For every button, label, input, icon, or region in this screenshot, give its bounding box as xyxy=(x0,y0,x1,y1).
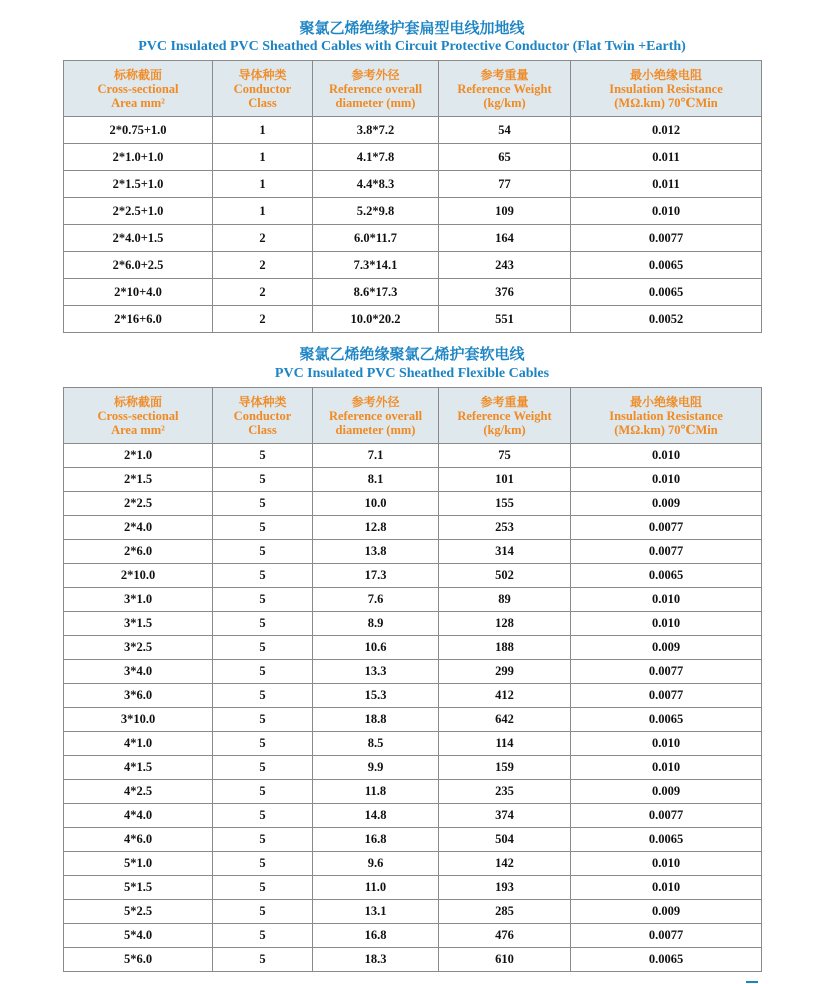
cell-weight: 193 xyxy=(439,876,571,900)
table-row xyxy=(64,612,762,636)
cell-area: 2*10.0 xyxy=(64,564,213,588)
cell-weight: 412 xyxy=(439,684,571,708)
cell-weight: 285 xyxy=(439,900,571,924)
cell-area: 4*1.0 xyxy=(64,732,213,756)
cell-area: 5*1.0 xyxy=(64,852,213,876)
cell-area: 3*1.5 xyxy=(64,612,213,636)
table-row xyxy=(64,588,762,612)
header-en: (MΩ.km) 70℃Min xyxy=(614,95,718,110)
table-row xyxy=(64,900,762,924)
table-row xyxy=(64,225,762,252)
cell-diameter: 9.9 xyxy=(313,756,439,780)
table-row xyxy=(64,492,762,516)
header-cn: 参考重量 xyxy=(480,67,529,82)
cell-weight: 642 xyxy=(439,708,571,732)
table-row xyxy=(64,780,762,804)
cell-insulation-resistance: 0.011 xyxy=(571,144,762,171)
header-conductor-class xyxy=(213,61,313,117)
cell-weight: 109 xyxy=(439,198,571,225)
header-insulation-resistance xyxy=(571,61,762,117)
header-weight xyxy=(439,61,571,117)
cell-diameter: 13.8 xyxy=(313,540,439,564)
cell-diameter: 16.8 xyxy=(313,924,439,948)
header-en: Class xyxy=(248,95,277,110)
table-row xyxy=(64,171,762,198)
table-row xyxy=(64,660,762,684)
cell-insulation-resistance: 0.009 xyxy=(571,780,762,804)
header-en: diameter (mm) xyxy=(335,422,416,437)
cell-insulation-resistance: 0.0077 xyxy=(571,684,762,708)
cell-weight: 476 xyxy=(439,924,571,948)
cell-insulation-resistance: 0.010 xyxy=(571,876,762,900)
table-row xyxy=(64,732,762,756)
cell-weight: 77 xyxy=(439,171,571,198)
cell-area: 2*2.5 xyxy=(64,492,213,516)
cell-diameter: 6.0*11.7 xyxy=(313,225,439,252)
section1-title-en: PVC Insulated PVC Sheathed Cables with Circuit Protective Conductor (Flat Twin +Earth) xyxy=(138,39,686,54)
cell-weight: 504 xyxy=(439,828,571,852)
table-body xyxy=(64,117,762,333)
cell-conductor-class: 1 xyxy=(213,144,313,171)
section1-title-cn: 聚氯乙烯绝缘护套扁型电线加地线 xyxy=(299,19,525,37)
cell-weight: 159 xyxy=(439,756,571,780)
cell-diameter: 16.8 xyxy=(313,828,439,852)
cell-area: 2*1.5+1.0 xyxy=(64,171,213,198)
cell-weight: 376 xyxy=(439,279,571,306)
cell-area: 2*1.0 xyxy=(64,444,213,468)
cell-insulation-resistance: 0.0065 xyxy=(571,708,762,732)
cell-weight: 164 xyxy=(439,225,571,252)
cell-area: 2*4.0 xyxy=(64,516,213,540)
table-row xyxy=(64,198,762,225)
cell-weight: 114 xyxy=(439,732,571,756)
cell-conductor-class: 5 xyxy=(213,660,313,684)
cell-area: 2*6.0 xyxy=(64,540,213,564)
cell-conductor-class: 5 xyxy=(213,876,313,900)
cell-weight: 502 xyxy=(439,564,571,588)
cell-area: 5*4.0 xyxy=(64,924,213,948)
cell-area: 2*0.75+1.0 xyxy=(64,117,213,144)
cell-weight: 235 xyxy=(439,780,571,804)
header-cn: 参考重量 xyxy=(480,394,529,409)
cell-diameter: 4.1*7.8 xyxy=(313,144,439,171)
cell-diameter: 8.5 xyxy=(313,732,439,756)
header-en: Reference Weight xyxy=(457,81,552,96)
cell-insulation-resistance: 0.010 xyxy=(571,732,762,756)
table-row xyxy=(64,828,762,852)
cell-insulation-resistance: 0.010 xyxy=(571,444,762,468)
cell-conductor-class: 5 xyxy=(213,684,313,708)
cell-area: 2*16+6.0 xyxy=(64,306,213,333)
cell-conductor-class: 2 xyxy=(213,252,313,279)
header-en: diameter (mm) xyxy=(335,95,416,110)
cell-area: 3*2.5 xyxy=(64,636,213,660)
cell-diameter: 18.3 xyxy=(313,948,439,972)
cell-insulation-resistance: 0.0065 xyxy=(571,564,762,588)
cell-insulation-resistance: 0.0052 xyxy=(571,306,762,333)
cell-weight: 54 xyxy=(439,117,571,144)
cell-insulation-resistance: 0.011 xyxy=(571,171,762,198)
table-row xyxy=(64,144,762,171)
header-en: Cross-sectional xyxy=(97,81,179,96)
table-row xyxy=(64,279,762,306)
header-cn: 参考外径 xyxy=(351,67,400,82)
cell-diameter: 13.1 xyxy=(313,900,439,924)
table-row xyxy=(64,564,762,588)
cell-insulation-resistance: 0.0077 xyxy=(571,660,762,684)
table-row xyxy=(64,636,762,660)
cell-insulation-resistance: 0.010 xyxy=(571,756,762,780)
header-en: Reference overall xyxy=(328,81,423,96)
table-row xyxy=(64,444,762,468)
cell-insulation-resistance: 0.0065 xyxy=(571,948,762,972)
cell-conductor-class: 5 xyxy=(213,708,313,732)
cell-conductor-class: 5 xyxy=(213,756,313,780)
header-en: Reference Weight xyxy=(457,408,552,423)
cell-conductor-class: 5 xyxy=(213,636,313,660)
cell-conductor-class: 5 xyxy=(213,852,313,876)
header-en: Insulation Resistance xyxy=(609,408,723,423)
cell-weight: 243 xyxy=(439,252,571,279)
table-row xyxy=(64,804,762,828)
cell-diameter: 17.3 xyxy=(313,564,439,588)
header-cn: 最小绝缘电阻 xyxy=(629,67,702,82)
cell-conductor-class: 5 xyxy=(213,540,313,564)
cell-weight: 610 xyxy=(439,948,571,972)
cell-area: 5*1.5 xyxy=(64,876,213,900)
header-weight xyxy=(439,388,571,444)
cell-area: 2*1.0+1.0 xyxy=(64,144,213,171)
cell-conductor-class: 5 xyxy=(213,588,313,612)
table-row xyxy=(64,852,762,876)
cell-weight: 65 xyxy=(439,144,571,171)
cell-conductor-class: 5 xyxy=(213,780,313,804)
cell-weight: 253 xyxy=(439,516,571,540)
cell-area: 5*2.5 xyxy=(64,900,213,924)
header-cn: 最小绝缘电阻 xyxy=(629,394,702,409)
table-row xyxy=(64,117,762,144)
cell-diameter: 7.1 xyxy=(313,444,439,468)
cell-insulation-resistance: 0.0077 xyxy=(571,924,762,948)
header-cn: 导体种类 xyxy=(238,67,287,82)
cell-area: 5*6.0 xyxy=(64,948,213,972)
cell-conductor-class: 5 xyxy=(213,444,313,468)
table-header-row xyxy=(64,388,762,444)
cell-insulation-resistance: 0.0065 xyxy=(571,252,762,279)
header-en: Insulation Resistance xyxy=(609,81,723,96)
cell-weight: 142 xyxy=(439,852,571,876)
cell-conductor-class: 5 xyxy=(213,492,313,516)
cell-area: 4*1.5 xyxy=(64,756,213,780)
cell-insulation-resistance: 0.010 xyxy=(571,612,762,636)
cell-conductor-class: 5 xyxy=(213,516,313,540)
table-row xyxy=(64,708,762,732)
table-row xyxy=(64,468,762,492)
cell-area: 2*2.5+1.0 xyxy=(64,198,213,225)
cell-weight: 299 xyxy=(439,660,571,684)
header-area xyxy=(64,388,213,444)
header-en: Cross-sectional xyxy=(97,408,179,423)
table-row xyxy=(64,516,762,540)
cell-area: 3*10.0 xyxy=(64,708,213,732)
header-conductor-class xyxy=(213,388,313,444)
cell-area: 2*4.0+1.5 xyxy=(64,225,213,252)
cell-area: 3*6.0 xyxy=(64,684,213,708)
cell-diameter: 11.0 xyxy=(313,876,439,900)
cell-insulation-resistance: 0.009 xyxy=(571,900,762,924)
cell-diameter: 18.8 xyxy=(313,708,439,732)
cell-conductor-class: 5 xyxy=(213,612,313,636)
cell-conductor-class: 5 xyxy=(213,564,313,588)
cell-area: 2*10+4.0 xyxy=(64,279,213,306)
header-insulation-resistance xyxy=(571,388,762,444)
table-row xyxy=(64,924,762,948)
cell-diameter: 7.3*14.1 xyxy=(313,252,439,279)
header-cn: 标称截面 xyxy=(113,394,162,409)
table-row xyxy=(64,756,762,780)
cell-diameter: 4.4*8.3 xyxy=(313,171,439,198)
cell-diameter: 8.6*17.3 xyxy=(313,279,439,306)
table-row xyxy=(64,948,762,972)
header-area xyxy=(64,61,213,117)
header-en: Conductor xyxy=(233,81,292,96)
section2-title-cn: 聚氯乙烯绝缘聚氯乙烯护套软电线 xyxy=(299,345,525,363)
header-cn: 标称截面 xyxy=(113,67,162,82)
cell-conductor-class: 1 xyxy=(213,171,313,198)
cell-diameter: 7.6 xyxy=(313,588,439,612)
cell-weight: 155 xyxy=(439,492,571,516)
cell-weight: 128 xyxy=(439,612,571,636)
table-body xyxy=(64,444,762,972)
header-en: (kg/km) xyxy=(483,95,526,110)
table-header-row xyxy=(64,61,762,117)
cell-conductor-class: 5 xyxy=(213,732,313,756)
cell-weight: 75 xyxy=(439,444,571,468)
cell-conductor-class: 5 xyxy=(213,924,313,948)
cell-weight: 101 xyxy=(439,468,571,492)
cell-diameter: 14.8 xyxy=(313,804,439,828)
cell-insulation-resistance: 0.010 xyxy=(571,588,762,612)
cell-weight: 89 xyxy=(439,588,571,612)
cell-insulation-resistance: 0.009 xyxy=(571,636,762,660)
table-row xyxy=(64,540,762,564)
cell-weight: 551 xyxy=(439,306,571,333)
cell-conductor-class: 2 xyxy=(213,225,313,252)
cell-diameter: 10.0 xyxy=(313,492,439,516)
table-row xyxy=(64,876,762,900)
cell-diameter: 8.9 xyxy=(313,612,439,636)
flat-twin-earth-table xyxy=(63,60,762,333)
header-en: Reference overall xyxy=(328,408,423,423)
cell-conductor-class: 5 xyxy=(213,828,313,852)
header-diameter xyxy=(313,61,439,117)
cell-insulation-resistance: 0.0077 xyxy=(571,516,762,540)
table-row xyxy=(64,306,762,333)
cell-area: 4*2.5 xyxy=(64,780,213,804)
cell-insulation-resistance: 0.012 xyxy=(571,117,762,144)
cell-insulation-resistance: 0.0065 xyxy=(571,279,762,306)
page-corner-mark xyxy=(746,981,758,983)
cell-diameter: 3.8*7.2 xyxy=(313,117,439,144)
cell-area: 2*6.0+2.5 xyxy=(64,252,213,279)
cell-conductor-class: 5 xyxy=(213,468,313,492)
table-row xyxy=(64,684,762,708)
cell-weight: 188 xyxy=(439,636,571,660)
header-diameter xyxy=(313,388,439,444)
cell-diameter: 15.3 xyxy=(313,684,439,708)
cell-insulation-resistance: 0.0077 xyxy=(571,804,762,828)
cell-conductor-class: 5 xyxy=(213,900,313,924)
cell-weight: 374 xyxy=(439,804,571,828)
cell-insulation-resistance: 0.010 xyxy=(571,852,762,876)
cell-conductor-class: 1 xyxy=(213,198,313,225)
header-en: Conductor xyxy=(233,408,292,423)
flexible-cables-table xyxy=(63,387,762,972)
cell-diameter: 12.8 xyxy=(313,516,439,540)
cell-conductor-class: 1 xyxy=(213,117,313,144)
table-row xyxy=(64,252,762,279)
cell-conductor-class: 2 xyxy=(213,306,313,333)
cell-diameter: 10.0*20.2 xyxy=(313,306,439,333)
cell-conductor-class: 5 xyxy=(213,948,313,972)
header-cn: 导体种类 xyxy=(238,394,287,409)
cell-insulation-resistance: 0.009 xyxy=(571,492,762,516)
header-en: (kg/km) xyxy=(483,422,526,437)
cell-diameter: 5.2*9.8 xyxy=(313,198,439,225)
header-en: Class xyxy=(248,422,277,437)
section2-title-en: PVC Insulated PVC Sheathed Flexible Cables xyxy=(274,366,550,381)
cell-insulation-resistance: 0.0065 xyxy=(571,828,762,852)
cell-diameter: 11.8 xyxy=(313,780,439,804)
header-en: (MΩ.km) 70℃Min xyxy=(614,422,718,437)
cell-diameter: 9.6 xyxy=(313,852,439,876)
cell-conductor-class: 2 xyxy=(213,279,313,306)
cell-insulation-resistance: 0.010 xyxy=(571,198,762,225)
cell-area: 4*4.0 xyxy=(64,804,213,828)
header-en: Area mm² xyxy=(111,422,165,437)
cell-insulation-resistance: 0.010 xyxy=(571,468,762,492)
cell-insulation-resistance: 0.0077 xyxy=(571,540,762,564)
cell-conductor-class: 5 xyxy=(213,804,313,828)
cell-insulation-resistance: 0.0077 xyxy=(571,225,762,252)
header-en: Area mm² xyxy=(111,95,165,110)
cell-weight: 314 xyxy=(439,540,571,564)
cell-area: 2*1.5 xyxy=(64,468,213,492)
cell-area: 4*6.0 xyxy=(64,828,213,852)
cell-diameter: 8.1 xyxy=(313,468,439,492)
cell-diameter: 13.3 xyxy=(313,660,439,684)
header-cn: 参考外径 xyxy=(351,394,400,409)
cell-area: 3*1.0 xyxy=(64,588,213,612)
cell-area: 3*4.0 xyxy=(64,660,213,684)
cell-diameter: 10.6 xyxy=(313,636,439,660)
